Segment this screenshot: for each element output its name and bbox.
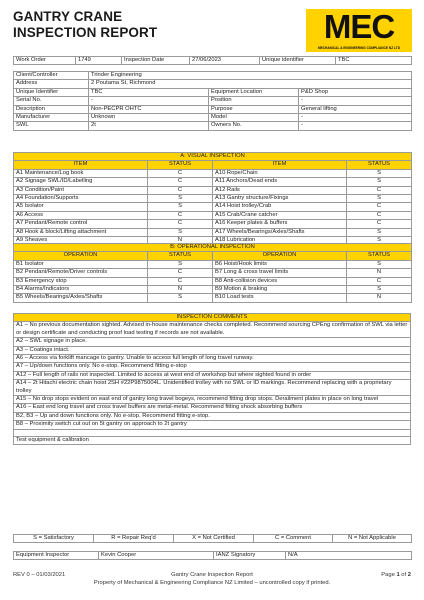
status-cell: N (148, 286, 213, 294)
ianz-label: IANZ Signatory (214, 552, 286, 560)
item-cell: A7 Pendant/Remote control (14, 220, 148, 228)
comment-row (14, 412, 411, 420)
visual-row (14, 220, 412, 228)
comment-row (14, 437, 411, 445)
status-cell: C (148, 178, 213, 186)
mec-logo (306, 9, 412, 52)
item-cell: A15 Crab/Crane catcher (213, 211, 347, 219)
legend-not-certified: X = Not Certified (174, 535, 254, 543)
comment-row (14, 371, 411, 379)
status-cell: C (347, 211, 412, 219)
status-cell: S (347, 286, 412, 294)
operational-heading: B: OPERATIONAL INSPECTION (14, 244, 412, 252)
legend-not-applicable: N = Not Applicable (333, 535, 412, 543)
col-item: ITEM (213, 161, 347, 169)
detail-label: Model (209, 114, 299, 122)
status-cell: C (148, 220, 213, 228)
comments-rows (14, 322, 411, 445)
item-cell: B2 Pendant/Remote/Driver controls (14, 269, 148, 277)
detail-label: Address (14, 80, 89, 88)
inspector-value: Kevin Cooper (99, 552, 214, 560)
legend-satisfactory: S = Satisfactory (14, 535, 94, 543)
operational-row (14, 277, 412, 285)
item-cell: B6 Hoist/Hook limits (213, 260, 347, 268)
item-cell: A16 Keeper plates & buffers (213, 220, 347, 228)
status-cell: S (148, 294, 213, 302)
detail-value: Unknown (89, 114, 209, 122)
status-cell: S (347, 260, 412, 268)
detail-label: SWL (14, 122, 89, 130)
item-cell: A6 Access (14, 211, 148, 219)
item-cell: A13 Gantry structure/Fixings (213, 195, 347, 203)
comment-row (14, 380, 411, 396)
detail-label: Position (209, 97, 299, 105)
page-prefix: Page (381, 572, 395, 578)
title-line-2: INSPECTION REPORT (13, 25, 158, 40)
operational-row (14, 269, 412, 277)
detail-value: Non-PECPR OHTC (89, 105, 209, 113)
item-cell: A4 Foundation/Supports (14, 195, 148, 203)
footer (13, 572, 411, 588)
status-cell: S (148, 228, 213, 236)
status-cell: C (148, 186, 213, 194)
visual-rows (14, 169, 412, 245)
comment-line: A2 – SWL signage in place. (14, 338, 411, 346)
visual-row (14, 228, 412, 236)
title-line-1: GANTRY CRANE (13, 9, 123, 24)
status-cell: N (347, 294, 412, 302)
details-row (14, 105, 412, 113)
item-cell: B4 Alarms/Indicators (14, 286, 148, 294)
item-cell: B5 Wheels/Bearings/Axles/Shafts (14, 294, 148, 302)
details-row (14, 88, 412, 96)
item-cell: A18 Lubrication (213, 237, 347, 245)
status-cell: S (347, 178, 412, 186)
item-cell: A1 Maintenance/Log book (14, 169, 148, 177)
detail-label: Owners No. (209, 122, 299, 130)
footer-page (381, 572, 411, 580)
item-cell: A9 Sheaves (14, 237, 148, 245)
work-order-value: 1749 (76, 57, 122, 65)
detail-value: TBC (89, 88, 209, 96)
detail-value: Trinder Engineering (89, 72, 412, 80)
comment-line: A1 – No previous documentation sighted. Advised in-house maintenance checks completed. Recommend sourcing CPEng confirmation of SWL via letter or design certificate and conducting proof load testing if records are not available. (14, 322, 411, 338)
item-cell: B9 Motion & braking (213, 286, 347, 294)
comment-row (14, 363, 411, 371)
visual-inspection-table (13, 152, 412, 245)
status-cell: N (148, 237, 213, 245)
comment-line: A16 – East end long travel and cross travel buffers are metal-metal. Recommend fitting shock absorbing buffers (14, 404, 411, 412)
col-status: STATUS (148, 161, 213, 169)
signoff-table (13, 551, 412, 560)
item-cell: A14 Hoist trolley/Crab (213, 203, 347, 211)
legend-comment: C = Comment (254, 535, 333, 543)
date-value: 27/06/2023 (190, 57, 260, 65)
comment-row (14, 421, 411, 429)
work-order-table (13, 56, 412, 65)
operational-row (14, 286, 412, 294)
comment-line: A14 – 2t Hitachi electric chain hoist 2SH #22P9875004L. Unidentified trolley with no SWL or ID markings. Recommend replacing with a proprietary trolley (14, 380, 411, 396)
comment-row (14, 346, 411, 354)
comment-row (14, 355, 411, 363)
comment-line: A15 – No drop stops evident on east end of gantry long travel bogeys, recommend fitting drop stops. Derailment plates in place on long travel (14, 396, 411, 404)
operational-row (14, 260, 412, 268)
col-operation: OPERATION (14, 252, 148, 260)
visual-row (14, 169, 412, 177)
report-title (13, 9, 157, 41)
operational-row (14, 294, 412, 302)
visual-row (14, 195, 412, 203)
detail-label: Serial No. (14, 97, 89, 105)
detail-value: 2t (89, 122, 209, 130)
details-table (13, 71, 412, 131)
detail-value: P&D Shop (299, 88, 412, 96)
item-cell: B10 Load tests (213, 294, 347, 302)
footer-rev: REV 0 – 01/03/2021 (13, 572, 66, 578)
status-cell: S (148, 260, 213, 268)
operational-inspection-table (13, 243, 412, 303)
col-item: ITEM (14, 161, 148, 169)
logo-tagline: MECHANICAL & ENGINEERING COMPLIANCE NZ LTD (317, 46, 401, 50)
detail-value: - (299, 122, 412, 130)
page-total: 2 (407, 572, 411, 578)
detail-value: General lifting (299, 105, 412, 113)
visual-row (14, 203, 412, 211)
status-cell: S (347, 228, 412, 236)
detail-label: Equipment Location (209, 88, 299, 96)
uid-value: TBC (336, 57, 412, 65)
item-cell: B7 Long & cross travel limits (213, 269, 347, 277)
item-cell: A12 Rails (213, 186, 347, 194)
comment-row (14, 396, 411, 404)
status-cell: C (347, 186, 412, 194)
detail-value: - (89, 97, 209, 105)
item-cell: A17 Wheels/Bearings/Axles/Shafts (213, 228, 347, 236)
operational-rows (14, 260, 412, 302)
date-label: Inspection Date (122, 57, 190, 65)
details-row (14, 114, 412, 122)
comment-line: A3 – Coatings intact. (14, 346, 411, 354)
status-cell: S (148, 203, 213, 211)
status-cell: C (347, 277, 412, 285)
logo-letters: MEC (323, 8, 395, 45)
status-cell: C (148, 211, 213, 219)
details-row (14, 72, 412, 80)
visual-heading: A: VISUAL INSPECTION (14, 153, 412, 161)
comment-row (14, 322, 411, 338)
item-cell: B1 Isolator (14, 260, 148, 268)
item-cell: B3 Emergency stop (14, 277, 148, 285)
comment-line: A7 – Up/down functions only. No e-stop. Recommend fitting e-stop (14, 363, 411, 371)
status-cell: C (347, 203, 412, 211)
comments-table (13, 313, 411, 445)
comment-row (14, 404, 411, 412)
comment-row (14, 338, 411, 346)
detail-label: Manufacturer (14, 114, 89, 122)
footer-property: Property of Mechanical & Engineering Compliance NZ Limited – uncontrolled copy if printed. (93, 580, 331, 586)
page-number: 1 (396, 572, 400, 578)
status-cell: C (347, 220, 412, 228)
detail-label: Client/Controller (14, 72, 89, 80)
item-cell: A2 Signage SWL/ID/Labelling (14, 178, 148, 186)
item-cell: A8 Hook & block/Lifting attachment (14, 228, 148, 236)
col-status: STATUS (148, 252, 213, 260)
col-status: STATUS (347, 252, 412, 260)
item-cell: A3 Condition/Paint (14, 186, 148, 194)
work-order-label: Work Order (14, 57, 76, 65)
footer-doc: Gantry Crane Inspection Report (171, 572, 253, 578)
col-operation: OPERATION (213, 252, 347, 260)
legend-repair: R = Repair Req'd (94, 535, 174, 543)
item-cell: A11 Anchors/Dead ends (213, 178, 347, 186)
visual-row (14, 186, 412, 194)
comment-line (14, 429, 411, 436)
status-cell: S (347, 169, 412, 177)
detail-value: - (299, 114, 412, 122)
comment-row (14, 429, 411, 436)
page-of: of (401, 572, 407, 578)
comment-line: A12 – Full length of rails not inspected. Limited to access at west end of workshop but where sighted found in order (14, 371, 411, 379)
visual-row (14, 211, 412, 219)
status-cell: C (148, 269, 213, 277)
detail-label: Description (14, 105, 89, 113)
status-cell: S (347, 195, 412, 203)
col-status: STATUS (347, 161, 412, 169)
details-row (14, 97, 412, 105)
detail-label: Purpose (209, 105, 299, 113)
status-cell: S (148, 195, 213, 203)
detail-value: - (299, 97, 412, 105)
inspector-label: Equipment Inspector (14, 552, 99, 560)
item-cell: B8 Anti-collision devices (213, 277, 347, 285)
item-cell: A10 Rope/Chain (213, 169, 347, 177)
detail-label: Unique Identifier (14, 88, 89, 96)
status-cell: C (148, 169, 213, 177)
comments-heading: INSPECTION COMMENTS (14, 314, 411, 322)
comment-line: A6 – Access via forklift mancage to gantry. Unable to access full length of long travel runway. (14, 355, 411, 363)
legend-table (13, 534, 412, 543)
visual-row (14, 178, 412, 186)
comment-line: B8 – Proximity switch cut out on 5t gantry on approach to 2t gantry (14, 421, 411, 429)
status-cell: N (347, 269, 412, 277)
uid-label: Unique identifier (260, 57, 336, 65)
comment-line: B2, B3 – Up and down functions only. No e-stop. Recommend fitting e-stop. (14, 412, 411, 420)
details-row (14, 80, 412, 88)
status-cell: S (347, 237, 412, 245)
item-cell: A5 Isolator (14, 203, 148, 211)
status-cell: C (148, 277, 213, 285)
detail-value: 2 Poutama St, Richmond (89, 80, 412, 88)
details-row (14, 122, 412, 130)
comment-line: Test equipment & calibration (14, 437, 411, 445)
ianz-value: N/A (286, 552, 412, 560)
